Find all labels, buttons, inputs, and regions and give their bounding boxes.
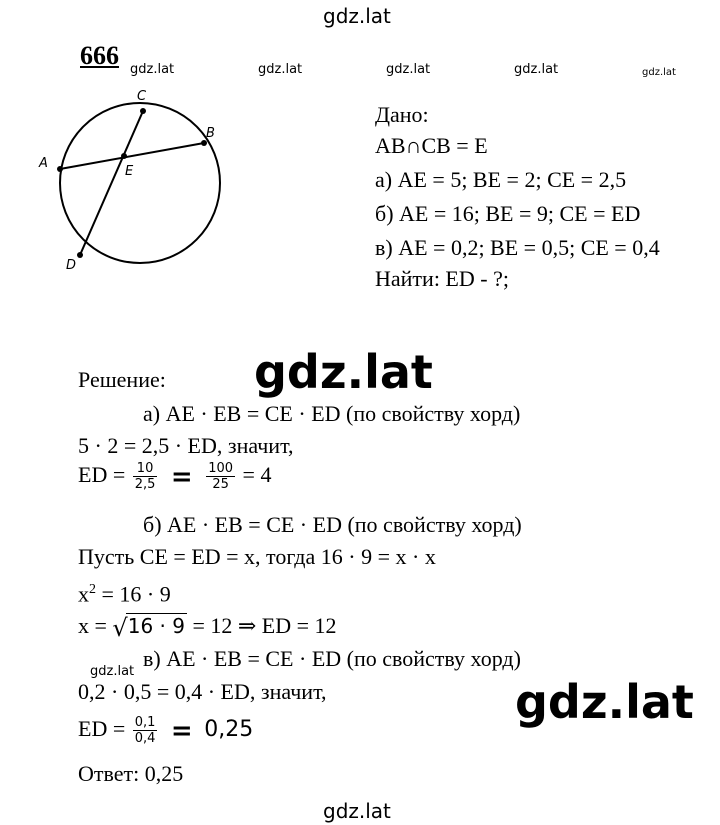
fraction-numerator: 10 [133, 461, 158, 477]
point-c [140, 108, 146, 114]
x-squared-base: x [78, 581, 89, 607]
fraction-denominator: 2,5 [134, 477, 156, 493]
solution-a-line-3 [78, 461, 271, 492]
label-b: B [206, 126, 215, 141]
solution-c-ed-prefix: ED = [78, 716, 126, 741]
given-line-1: AB∩CB = E [375, 133, 488, 158]
chord-cd [80, 111, 143, 255]
watermark-row-5: gdz.lat [642, 67, 676, 78]
fraction-numerator: 100 [208, 461, 234, 477]
solution-b-line-3 [78, 576, 171, 608]
watermark-big-right: gdz.lat [515, 675, 694, 729]
fraction-numerator: 0,1 [134, 715, 156, 731]
circle [60, 103, 220, 263]
label-c: C [137, 89, 147, 104]
given-line-5: Найти: ED - ?; [375, 266, 509, 291]
solution-a-result: = 4 [242, 462, 272, 487]
sqrt-sign: √ [112, 614, 128, 642]
solution-b-line-1: б) AE · EB = CE · ED (по свойству хорд) [143, 512, 522, 537]
fraction-0-1-over-0-4 [133, 715, 158, 746]
fraction-denominator: 25 [212, 477, 229, 493]
watermark-row-2: gdz.lat [258, 62, 303, 77]
solution-c-line-2: 0,2 · 0,5 = 0,4 · ED, значит, [78, 679, 327, 704]
watermark-bottom: gdz.lat [323, 799, 391, 823]
solution-b-line-4 [78, 612, 337, 642]
solution-c-result: 0,25 [204, 717, 254, 742]
equals-sign: = [170, 461, 193, 492]
watermark-row-1: gdz.lat [130, 62, 175, 77]
solution-a-line-2: 5 · 2 = 2,5 · ED, значит, [78, 433, 294, 458]
watermark-big-mid: gdz.lat [254, 345, 433, 399]
sqrt-radicand: 16 · 9 [127, 614, 185, 638]
circle-chords-figure [30, 85, 230, 285]
watermark-row-3: gdz.lat [386, 62, 431, 77]
watermark-small-left: gdz.lat [90, 664, 135, 679]
given-line-2: а) AE = 5; BE = 2; CE = 2,5 [375, 167, 627, 192]
point-d [77, 252, 83, 258]
x-squared-exponent: 2 [89, 582, 96, 597]
solution-b-line-2: Пусть CE = ED = x, тогда 16 · 9 = x · x [78, 544, 436, 569]
equals-sign: = [170, 715, 193, 746]
x-prefix: x = [78, 613, 107, 638]
problem-number: 666 [80, 41, 119, 70]
fraction-denominator: 0,4 [134, 731, 156, 747]
label-e: E [125, 164, 134, 179]
solution-a-line-1: а) AE · EB = CE · ED (по свойству хорд) [143, 401, 521, 426]
solution-title: Решение: [78, 367, 166, 392]
answer: Ответ: 0,25 [78, 761, 184, 786]
x-squared-rest: = 16 · 9 [101, 581, 171, 607]
solution-c-line-1: в) AE · EB = CE · ED (по свойству хорд) [143, 646, 521, 671]
point-a [57, 166, 63, 172]
fraction-100-over-25 [206, 461, 235, 492]
given-line-3: б) AE = 16; BE = 9; CE = ED [375, 201, 641, 226]
given-title: Дано: [375, 102, 429, 127]
solution-a-ed-prefix: ED = [78, 462, 126, 487]
watermark-top: gdz.lat [323, 4, 391, 28]
point-e [121, 153, 127, 159]
fraction-10-over-2-5 [133, 461, 158, 492]
solution-c-line-3 [78, 715, 253, 746]
label-a: A [39, 156, 48, 171]
label-d: D [66, 258, 77, 273]
watermark-row-4: gdz.lat [514, 62, 559, 77]
given-line-4: в) AE = 0,2; BE = 0,5; CE = 0,4 [375, 235, 660, 260]
x-result: = 12 ⇒ ED = 12 [192, 613, 337, 638]
